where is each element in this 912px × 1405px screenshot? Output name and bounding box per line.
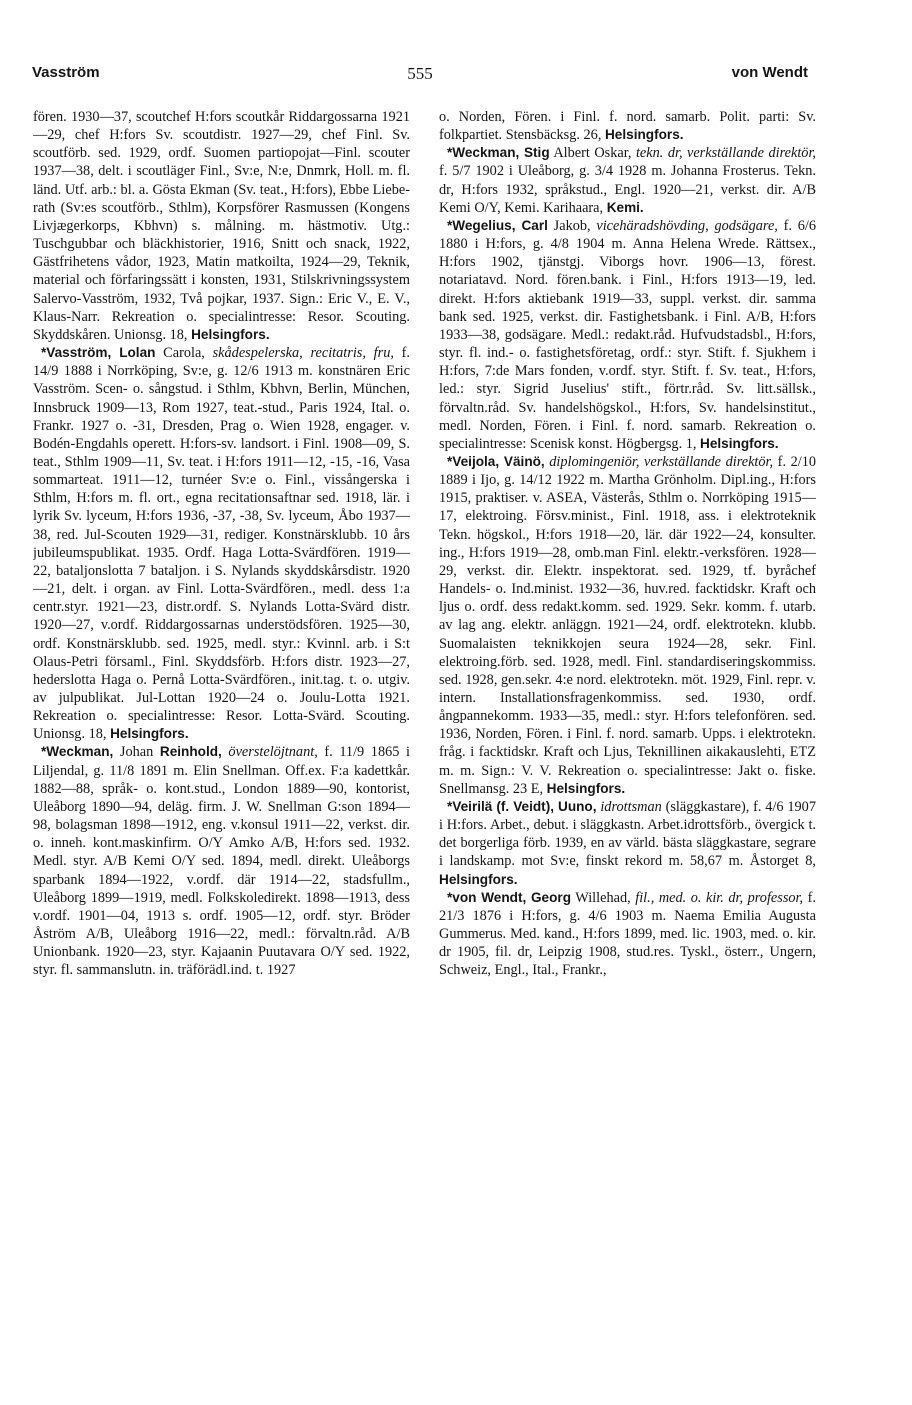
page-header	[32, 64, 808, 86]
entry-name-bold: Reinhold,	[159, 744, 222, 760]
entry-name-bold: *Weckman, Stig	[447, 145, 550, 161]
entry-name-bold: Helsingfors.	[700, 435, 779, 451]
entry-text: f. 11/9 1865 i Liljendal, g. 11/8 1891 m. Elin Snellman. Off.ex. F:a kadettkår. 1882—88, språk- o. kont.stud., London 1889—90, kontorist, Uleåborg 1890—94, deläg. firm. J. W. Snellman G:son 1894—98, bolagsman 1898—1912, eng. v.konsul 1911—22, verkst. dir. o. inneh. kont.maskinfirm. O/Y Amko A/B, H:fors sed. 1932. Medl. styr. A/B Kemi O/Y sed. 1894, medl. direkt. Uleåborgs sparbank 1894—1922, v.ordf. där 1914—22, stadsfullm., Uleåborg 1899—1919, medl. Folkskoledirekt. 1898—1913, dess v.ordf. 1901—04, 1913 s. ordf. 1905—12, ordf. styr. Bröder Åström A/B, Uleåborg 1916—22, medl.: förvaltn.råd. A/B Unionbank. 1920—23, styr. Kajaanin Puutavara O/Y sed. 1922, styr. fl. sammanslutn. in. träförädl.ind. t. 1927	[33, 744, 410, 979]
entry-text: f. 2/10 1889 i Ijo, g. 14/12 1922 m. Martha Grönholm. Dipl.ing., H:fors 1915, praktiser. v. ASEA, Västerås, Sthlm o. Norrköping 1915—17, elektroing. Försv.minist., Finl. 1918, ass. i elektroteknik Tekn. högskol., H:fors 1918—20, lär. där 1922—24, konsulter. ing., H:fors 1919—28, omb.man Finl. elektr.-verksfören. 1928—29, verkst. dir. Elektr. inspektorat. sed. 1929, tf. byråchef Handels- o. Ind.minist. 1932—36, huv.red. facktidskr. Kraft och ljus o. ordf. dess redakt.komm. sed. 1929. Sekr. komm. f. utarb. av lag ang. elektr. anläggn. 1921—24, ordf. elektrotekn. klubb. Suomalaisten teknikkojen seura 1924—28, sekr. Finl. elektroing.förb. sed. 1928, medl. Finl. standardiseringskommiss. sed. 1928, gen.sekr. 4:e nord. elektrotekn. möt. 1929, Finl. repr. v. intern. Installationsfragenkommiss. sed. 1930, ordf. ångpannekomm. 1933—35, medl.: styr. H:fors telefonfören. sed. 1936, Norden, Fören. i Finl. f. nord. samarb. Upps. i elektrotekn. fråg. i facktidskr. Kraft och Ljus, Teknillinen aikakauslehti, ETZ m. m. Sign.: V. V. Rekreation o. specialintresse: Jakt o. fiske. Snellmansg. 23 E,	[439, 453, 816, 797]
left-column	[33, 108, 410, 1388]
entry-text: Carola,	[155, 345, 213, 362]
biography-entry	[439, 798, 816, 889]
entry-text: Johan	[113, 744, 160, 761]
entry-text: Willehad,	[571, 889, 636, 906]
right-column	[439, 108, 816, 1388]
entry-name-bold: Helsingfors.	[110, 726, 189, 742]
biography-entry	[33, 743, 410, 979]
entry-continuation	[439, 108, 816, 144]
biography-entry	[439, 144, 816, 217]
entry-text: f. 14/9 1888 i Norrköping, Sv:e, g. 12/6 1913 m. konstnären Eric Vasström. Scen- o. sångstud. i Sthlm, Kbhvn, Berlin, München, Innsbruck 1909—13, Rom 1927, teat.-stud., Paris 1924, Ital. o. Frankr. 1927 o. -31, Dresden, Prag o. Wien 1928, engager. v. Bodén-Engdahls operett. H:fors-sv. landsort. i Finl. 1908—09, S. teat., Sthlm 1909—11, Sv. teat. i H:fors 1911—12, -15, -16, Vasa sommarteat. 1911—12, turnéer Sv:e o. Finl., vissångerska i Sthlm, H:fors m. fl. ort., egna recitationsaftnar sed. 1918, lär. i lyrik Sv. lyceum, H:fors 1936, -37, -38, Sv. lyceum, Åbo 1937—38, red. Jul-Scouten 1929—31, rediger. Konstnärsklubb. 10 års jubileumspublikat. 1935. Ordf. Haga Lotta-Svärdfören. 1919—22, bataljonslotta 7 bataljon. i S. Nylands skyddskårsdistr. 1920—21, delt. i organ. av Finl. Lotta-Svärdfören., medl. dess 1:a centr.styr. 1921—23, distr.ordf. S. Nylands Lotta-Svärd distr. 1920—27, v.ordf. Riddargossarnas understödsfören. 1925—30, ordf. Konstnärsklubb. sed. 1925, medl. styr.: Kvinnl. arb. i S:t Olaus-Petri församl., Finl. Skyddsförb. H:fors distr. 1923—27, hederslotta Haga o. Pernå Lotta-Svärdfören., init.tag. t. o. utgiv. av julpublikat. Jul-Lottan 1920—24 o. Joulu-Lotta 1921. Rekreation o. specialintresse: Resor. Lotta-Svärd. Scouting. Unionsg. 18,	[33, 345, 410, 743]
entry-text: Jakob,	[547, 217, 597, 234]
entry-title-italic: överstelöjtnant,	[228, 744, 318, 761]
page-number: 555	[407, 64, 433, 83]
entry-name-bold: *Veijola, Väinö,	[447, 453, 545, 469]
entry-name-bold: *Veirilä (f. Veidt), Uuno,	[447, 798, 597, 814]
biography-entry	[33, 344, 410, 743]
entry-name-bold: Helsingfors.	[604, 127, 684, 143]
entry-name-bold: *Wegelius, Carl	[447, 217, 548, 233]
entry-title-italic: vicehäradshövding, godsägare,	[596, 217, 778, 234]
entry-name-bold: *Vasström, Lolan	[41, 345, 156, 361]
entry-text: (släggkastare), f. 4/6 1907 i H:fors. Arbet., debut. i släggkastn. Arbet.idrottsförb., övergick t. det borgerliga förb. 1939, en av värld. bästa släggkastare, segrare i landskamp. mot Sv:e, finskt rekord m. 58,67 m. Åstorget 8,	[439, 798, 816, 870]
entry-text: f. 21/3 1876 i H:fors, g. 4/6 1903 m. Naema Emilia Augusta Gummerus. Med. kand., H:fors 1899, med. lic. 1903, med. o. kir. dr 1905, fil. dr, Leipzig 1908, stud.res. Tyskl., österr., Ungern, Schweiz, Engl., Ital., Frankr.,	[439, 889, 816, 979]
entry-name-bold: *Weckman,	[41, 744, 114, 760]
entry-name-bold: Helsingfors.	[439, 871, 518, 887]
entry-continuation	[33, 108, 410, 344]
entry-title-italic: tekn. dr, verkställande direktör,	[635, 145, 816, 162]
entry-title-italic: diplomingeniör, verkställande direktör,	[549, 453, 774, 470]
entry-text: fören. 1930—37, scoutchef H:fors scoutkår Riddargossarna 1921—29, chef H:fors Sv. scoutdistr. 1927—29, chef Finl. Sv. scoutförb. sed. 1929, ordf. Suomen partiopojat—Finl. scouter 1937—38, delt. i scoutläger Finl., Sv:e, N:e, Dnmrk, Holl. m. fl. länd. Utf. arb.: bl. a. Gösta Ekman (Sv. teat., H:fors), Ebbe Liebe-rath (Sv:es scoutförb., Sthlm), Korpsförer Rasmussen (Kongens Livjægerkorps, Kbhvn) s. målning. m. hästmotiv. Utg.: Tuschgubbar och bläckhistorier, 1916, Snitt och snack, 1922, Gästfrihetens vådor, 1923, Matin matkoilta, 1924—29, Teknik, material och förfaringssätt i konsten, 1931, Stilskrivningssystem Salervo-Vasström, 1932, Två pojkar, 1937. Sign.: Eric V., E. V., Klaus-Narr. Rekreation o. specialintresse: Resor. Scouting. Skyddskåren. Unionsg. 18,	[33, 109, 410, 343]
entry-text: f. 5/7 1902 i Uleåborg, g. 3/4 1928 m. Johanna Frosterus. Tekn. dr, H:fors 1932, språkstud., Engl. 1920—21, verkst. dir. A/B Kemi O/Y, Kemi. Karihaara,	[439, 163, 816, 216]
entry-title-italic: idrottsman	[600, 798, 662, 815]
entry-text: Albert Oskar,	[549, 145, 636, 162]
entry-title-italic: skådespelerska, recitatris, fru,	[212, 345, 394, 362]
biography-entry	[439, 889, 816, 980]
entry-text: f. 6/6 1880 i H:fors, g. 4/8 1904 m. Anna Helena Wrede. Rättsex., H:fors 1902, tjänstgj. Viborgs hovr. 1906—13, förest. notariatavd. Nord. fören.bank. i Finl., H:fors 1913—19, led. direkt. H:fors aktiebank 1919—33, suppl. verkst. dir. samma bank sed. 1925, verkst. dir. Fastighetsbank. i Finl. A/B, H:fors 1933—38, godsägare. Medl.: redakt.råd. Hufvudstadsbl., H:fors, styr. fl. ind.- o. fastighetsföretag, ordf.: styr. Stift. f. Sjukhem i H:fors, 7:de Mars fonden, v.ordf. styr. Stift. f. Sv. teat., H:fors, led.: styr. Sigrid Juselius' stift., förtr.råd. Sv. litt.sällsk., förvaltn.råd. Sv. handelshögskol., H:fors, Sv. handelsinstitut., medl. Norden, Fören. i Finl. f. nord. samarb. Rekreation o. specialintresse: Scenisk konst. Högbergsg. 1,	[439, 217, 816, 452]
entry-title-italic: fil., med. o. kir. dr, professor,	[635, 889, 804, 906]
entry-name-bold: *von Wendt, Georg	[447, 889, 572, 905]
entry-name-bold: Kemi.	[606, 199, 644, 215]
entry-name-bold: Helsingfors.	[191, 326, 270, 342]
running-head-right: von Wendt	[731, 64, 808, 81]
biography-entry	[439, 217, 816, 453]
entry-text: o. Norden, Fören. i Finl. f. nord. samarb. Polit. parti: Sv. folkpartiet. Stensbäcksg. 26,	[439, 109, 816, 144]
biography-entry	[439, 453, 816, 798]
entry-name-bold: Helsingfors.	[546, 780, 626, 796]
running-head-left: Vasström	[32, 64, 100, 81]
